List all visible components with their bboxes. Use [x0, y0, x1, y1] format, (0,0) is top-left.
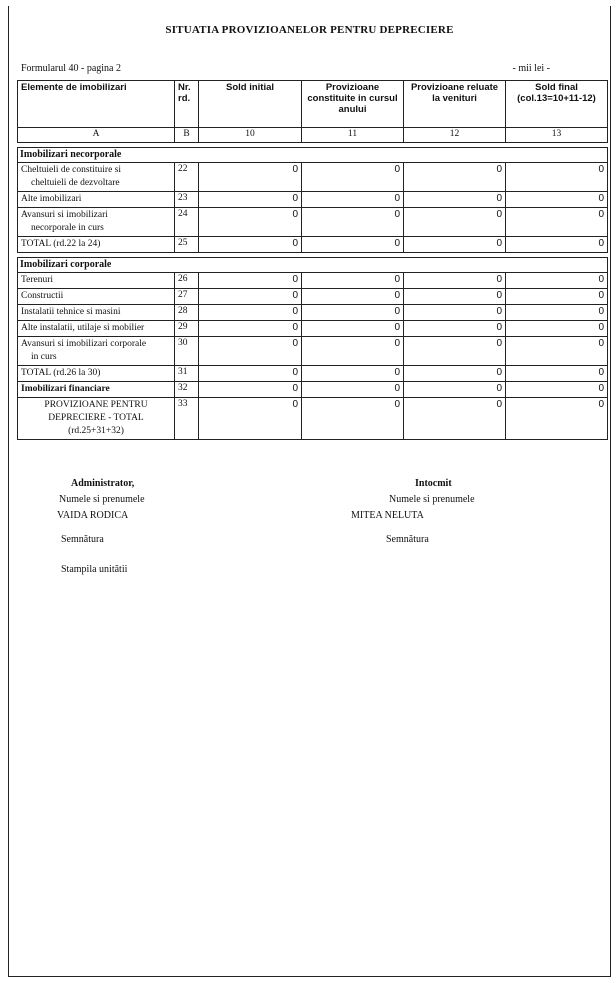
cell-value: 0 — [404, 192, 506, 208]
row-label: Imobilizari financiare — [18, 382, 175, 398]
cell-value: 0 — [302, 273, 404, 289]
cell-value: 0 — [199, 366, 302, 382]
row-label: Avansuri si imobilizari necorporale in curs — [18, 208, 175, 237]
administrator-name: VAIDA RODICA — [57, 510, 129, 521]
cell-value: 0 — [506, 273, 608, 289]
cell-value: 0 — [404, 273, 506, 289]
cell-value: 0 — [302, 305, 404, 321]
cell-value: 0 — [302, 192, 404, 208]
cell-value: 0 — [302, 382, 404, 398]
grand-total-row — [18, 398, 608, 440]
row-nr: 25 — [175, 237, 199, 253]
row-label: PROVIZIOANE PENTRU DEPRECIERE - TOTAL (rd.25+31+32) — [18, 398, 175, 440]
prepared-by-signature-label: Semnătura — [386, 534, 429, 545]
cell-value: 0 — [199, 382, 302, 398]
cell-value: 0 — [404, 398, 506, 440]
col-header-constituite: Provizioane constituite in cursul anului — [302, 81, 404, 128]
row-label: Alte instalatii, utilaje si mobilier — [18, 321, 175, 337]
cell-value: 0 — [506, 366, 608, 382]
stamp-label: Stampila unitătii — [61, 564, 128, 575]
cell-value: 0 — [506, 163, 608, 192]
row-nr: 23 — [175, 192, 199, 208]
section-corporale: Imobilizari corporale — [18, 258, 608, 273]
cell-value: 0 — [199, 321, 302, 337]
cell-value: 0 — [302, 289, 404, 305]
col-index: 12 — [404, 128, 506, 143]
cell-value: 0 — [506, 289, 608, 305]
cell-value: 0 — [506, 398, 608, 440]
administrator-name-label: Numele si prenumele — [59, 494, 145, 505]
cell-value: 0 — [404, 321, 506, 337]
table-row — [18, 337, 608, 366]
total-row — [18, 366, 608, 382]
row-nr: 22 — [175, 163, 199, 192]
col-header-sold-final: Sold final (col.13=10+11-12) — [506, 81, 608, 128]
row-nr: 24 — [175, 208, 199, 237]
table-row — [18, 305, 608, 321]
table-row — [18, 273, 608, 289]
prepared-by-title: Intocmit — [415, 478, 452, 489]
header-row — [18, 81, 608, 128]
cell-value: 0 — [506, 337, 608, 366]
row-label: Cheltuieli de constituire si cheltuieli de dezvoltare — [18, 163, 175, 192]
cell-value: 0 — [302, 237, 404, 253]
form-identifier: Formularul 40 - pagina 2 — [21, 63, 121, 74]
col-header-nr: Nr. rd. — [175, 81, 199, 128]
table-row — [18, 382, 608, 398]
table-row — [18, 163, 608, 192]
row-nr: 29 — [175, 321, 199, 337]
row-label: TOTAL (rd.26 la 30) — [18, 366, 175, 382]
prepared-by-name-label: Numele si prenumele — [389, 494, 475, 505]
cell-value: 0 — [302, 366, 404, 382]
column-index-row — [18, 128, 608, 143]
row-nr: 33 — [175, 398, 199, 440]
administrator-signature-label: Semnătura — [61, 534, 104, 545]
form-page — [8, 6, 611, 977]
row-nr: 31 — [175, 366, 199, 382]
col-index: 13 — [506, 128, 608, 143]
row-label: Terenuri — [18, 273, 175, 289]
col-header-elements: Elemente de imobilizari — [18, 81, 175, 128]
units-label: - mii lei - — [512, 63, 550, 74]
cell-value: 0 — [506, 305, 608, 321]
cell-value: 0 — [199, 305, 302, 321]
table-row — [18, 192, 608, 208]
row-nr: 28 — [175, 305, 199, 321]
section-header — [18, 148, 608, 163]
cell-value: 0 — [199, 337, 302, 366]
cell-value: 0 — [506, 321, 608, 337]
row-nr: 27 — [175, 289, 199, 305]
cell-value: 0 — [302, 208, 404, 237]
row-label: Instalatii tehnice si masini — [18, 305, 175, 321]
col-index: 10 — [199, 128, 302, 143]
table-row — [18, 208, 608, 237]
cell-value: 0 — [404, 305, 506, 321]
cell-value: 0 — [302, 337, 404, 366]
cell-value: 0 — [199, 163, 302, 192]
cell-value: 0 — [199, 208, 302, 237]
cell-value: 0 — [506, 192, 608, 208]
cell-value: 0 — [199, 273, 302, 289]
cell-value: 0 — [404, 163, 506, 192]
cell-value: 0 — [506, 208, 608, 237]
cell-value: 0 — [404, 382, 506, 398]
page-title: SITUATIA PROVIZIOANELOR PENTRU DEPRECIERE — [165, 24, 454, 36]
col-index: 11 — [302, 128, 404, 143]
col-index: B — [175, 128, 199, 143]
cell-value: 0 — [199, 398, 302, 440]
cell-value: 0 — [506, 382, 608, 398]
row-nr: 30 — [175, 337, 199, 366]
table-row — [18, 321, 608, 337]
cell-value: 0 — [199, 289, 302, 305]
table-row — [18, 289, 608, 305]
row-nr: 26 — [175, 273, 199, 289]
row-label: Avansuri si imobilizari corporale in curs — [18, 337, 175, 366]
cell-value: 0 — [404, 237, 506, 253]
col-header-reluate: Provizioane reluate la venituri — [404, 81, 506, 128]
cell-value: 0 — [404, 337, 506, 366]
cell-value: 0 — [506, 237, 608, 253]
provisions-table — [17, 80, 608, 440]
section-necorporale: Imobilizari necorporale — [18, 148, 608, 163]
cell-value: 0 — [302, 321, 404, 337]
col-header-sold-initial: Sold initial — [199, 81, 302, 128]
row-label: TOTAL (rd.22 la 24) — [18, 237, 175, 253]
cell-value: 0 — [199, 237, 302, 253]
col-index: A — [18, 128, 175, 143]
cell-value: 0 — [404, 366, 506, 382]
cell-value: 0 — [302, 398, 404, 440]
row-label: Constructii — [18, 289, 175, 305]
total-row — [18, 237, 608, 253]
cell-value: 0 — [404, 289, 506, 305]
cell-value: 0 — [404, 208, 506, 237]
cell-value: 0 — [199, 192, 302, 208]
section-header — [18, 258, 608, 273]
row-label: Alte imobilizari — [18, 192, 175, 208]
row-nr: 32 — [175, 382, 199, 398]
prepared-by-name: MITEA NELUTA — [351, 510, 424, 521]
cell-value: 0 — [302, 163, 404, 192]
administrator-title: Administrator, — [71, 478, 135, 489]
